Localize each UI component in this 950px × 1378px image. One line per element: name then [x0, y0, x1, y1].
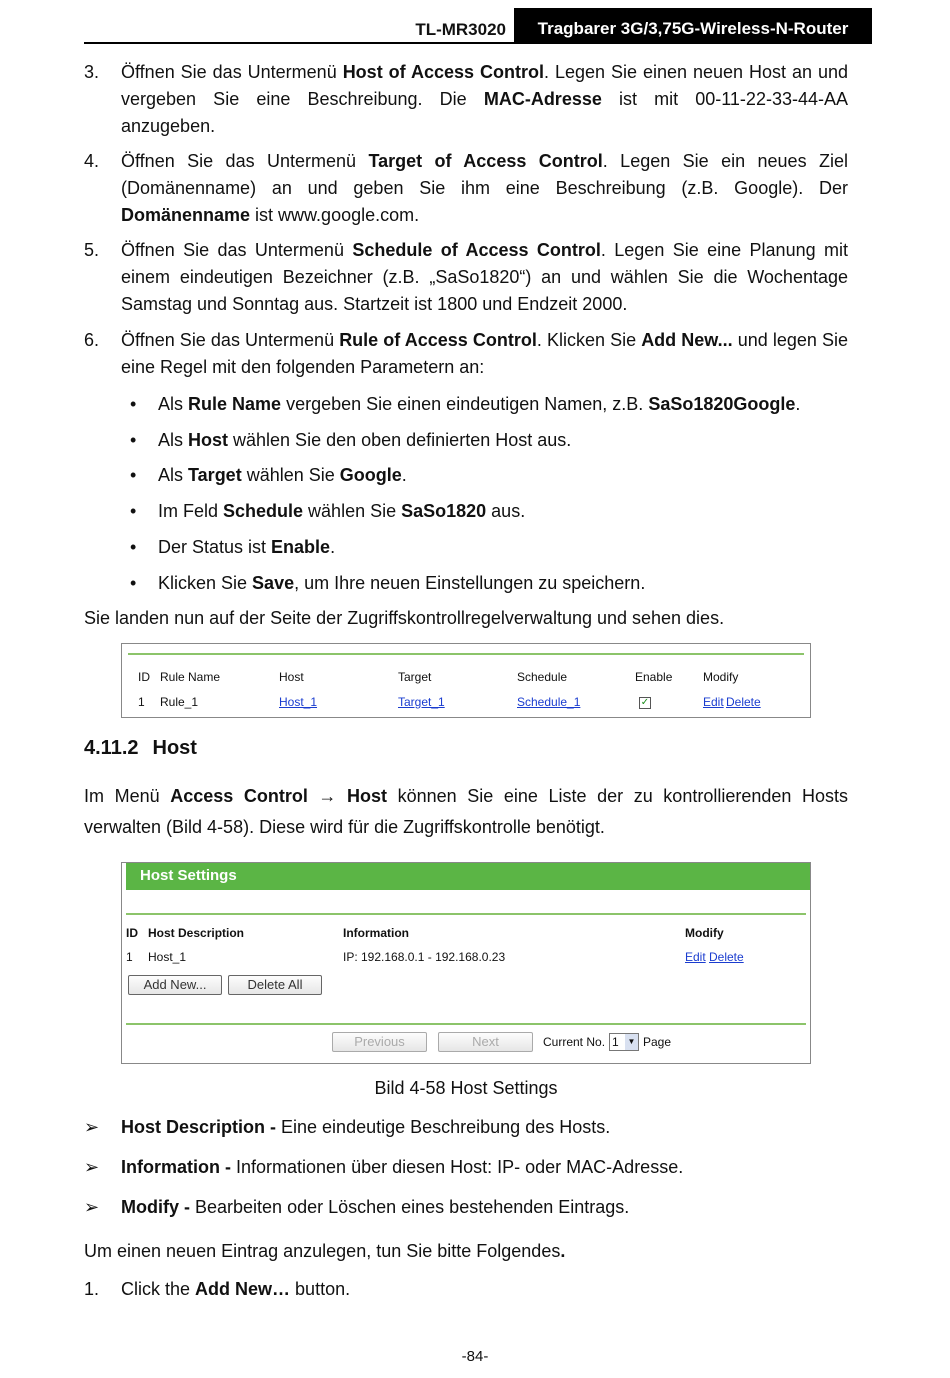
step-4: 4. Öffnen Sie das Untermenü Target of Access Control. Legen Sie ein neues Ziel (Domänenname) an und geben Sie ihm eine Beschreibung (z.B. Google). Der Domänenname ist www.google.com. — [84, 151, 848, 225]
host-row-desc: Host_1 — [148, 950, 187, 964]
rule-col-host: Host — [279, 670, 304, 684]
next-button[interactable]: Next — [438, 1032, 533, 1052]
rule-col-name: Rule Name — [160, 670, 221, 684]
bullet-target: • Als Target wählen Sie Google. — [130, 465, 407, 485]
rule-col-enable: Enable — [635, 670, 673, 684]
rule-col-modify: Modify — [703, 670, 739, 684]
rule-row-name: Rule_1 — [160, 695, 199, 709]
bullet-schedule: • Im Feld Schedule wählen Sie SaSo1820 aus. — [130, 501, 526, 521]
rule-enable-checkbox[interactable]: ✓ — [640, 697, 650, 708]
host-row-id: 1 — [126, 950, 133, 964]
bullet-rule-name: • Als Rule Name vergeben Sie einen eindeutigen Namen, z.B. SaSo1820Google. — [130, 394, 801, 414]
rule-row-host-link[interactable]: Host_1 — [279, 695, 318, 709]
bullet-status: • Der Status ist Enable. — [130, 537, 336, 557]
final-step: 1. Click the Add New… button. — [84, 1279, 351, 1299]
host-col-desc: Host Description — [148, 926, 245, 940]
host-col-modify: Modify — [685, 926, 724, 940]
arrow-bullet-icon: ➢ — [84, 1197, 100, 1217]
host-edit-link[interactable]: Edit — [685, 950, 706, 964]
rule-edit-link[interactable]: Edit — [703, 695, 724, 709]
arrow-bullet-icon: ➢ — [84, 1157, 100, 1177]
page-header — [84, 8, 872, 44]
rule-row-schedule-link[interactable]: Schedule_1 — [517, 695, 581, 709]
def-host-description: ➢ Host Description - Eine eindeutige Beschreibung des Hosts. — [84, 1117, 611, 1137]
previous-button[interactable]: Previous — [332, 1032, 427, 1052]
rule-row-target-link[interactable]: Target_1 — [398, 695, 445, 709]
rule-col-schedule: Schedule — [517, 670, 568, 684]
current-page-select[interactable]: 1 ▼ — [609, 1033, 639, 1051]
after-bullets-text: Sie landen nun auf der Seite der Zugriffskontrollregelverwaltung und sehen dies. — [84, 608, 725, 628]
page-number: -84- — [461, 1348, 489, 1365]
rule-col-id: ID — [138, 670, 150, 684]
rule-col-target: Target — [398, 670, 432, 684]
add-new-button[interactable]: Add New... — [128, 975, 222, 995]
delete-all-button[interactable]: Delete All — [228, 975, 322, 995]
new-entry-text: Um einen neuen Eintrag anzulegen, tun Sie bitte Folgendes. — [84, 1241, 566, 1261]
arrow-bullet-icon: ➢ — [84, 1117, 100, 1137]
section-heading: 4.11.2 Host — [84, 737, 197, 759]
host-col-id: ID — [126, 926, 138, 940]
bullet-host: • Als Host wählen Sie den oben definierten Host aus. — [130, 430, 572, 450]
host-settings-screenshot — [121, 862, 811, 1064]
rule-row-id: 1 — [138, 695, 145, 709]
host-settings-title: Host Settings — [126, 863, 810, 890]
figure-caption: Bild 4-58 Host Settings — [374, 1078, 558, 1098]
current-no-label: Current No. — [543, 1035, 606, 1049]
rule-table-screenshot — [121, 643, 811, 718]
host-row-info: IP: 192.168.0.1 - 192.168.0.23 — [343, 950, 506, 964]
step-6: 6. Öffnen Sie das Untermenü Rule of Access Control. Klicken Sie Add New... und legen Sie eine Regel mit den folgenden Parametern an: — [84, 330, 849, 377]
host-delete-link[interactable]: Delete — [709, 950, 744, 964]
step-5: 5. Öffnen Sie das Untermenü Schedule of Access Control. Legen Sie eine Planung mit einem eindeutigen Bezeichner (z.B. „SaSo1820“) an und wählen Sie die Wochentage Samstag und Sonntag aus. Startzeit ist 1800 und Endzeit 2000. — [84, 240, 848, 314]
step-3: 3. Öffnen Sie das Untermenü Host of Access Control. Legen Sie einen neuen Host an und vergeben Sie eine Beschreibung. Die MAC-Adresse ist mit 00-11-22-33-44-AA anzugeben. — [84, 62, 848, 136]
def-information: ➢ Information - Informationen über diesen Host: IP- oder MAC-Adresse. — [84, 1157, 684, 1177]
header-model: TL-MR3020 — [415, 20, 506, 39]
bullet-save: • Klicken Sie Save, um Ihre neuen Einstellungen zu speichern. — [130, 573, 646, 593]
section-intro: Im Menü Access Control → Host können Sie eine Liste der zu kontrollierenden Hosts verwalten (Bild 4-58). Diese wird für die Zugriffskontrolle benötigt. — [84, 786, 848, 837]
rule-delete-link[interactable]: Delete — [726, 695, 761, 709]
host-col-info: Information — [343, 926, 409, 940]
def-modify: ➢ Modify - Bearbeiten oder Löschen eines bestehenden Eintrags. — [84, 1197, 630, 1217]
page-label: Page — [643, 1035, 672, 1049]
header-title: Tragbarer 3G/3,75G-Wireless-N-Router — [514, 8, 872, 42]
chevron-down-icon: ▼ — [625, 1034, 638, 1050]
